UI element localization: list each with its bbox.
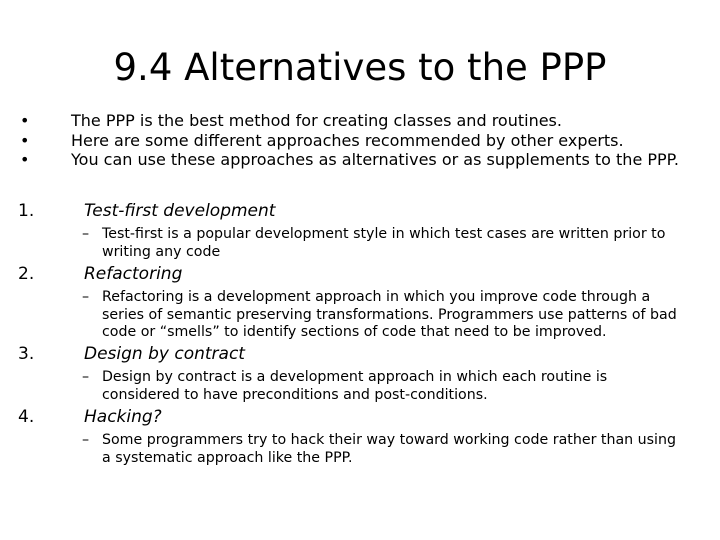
slide-title: 9.4 Alternatives to the PPP [113,46,607,89]
bullet-text: The PPP is the best method for creating classes and routines. [71,111,562,130]
item-description [82,432,682,467]
bullet-icon: • [20,150,30,169]
bullet-text: You can use these approaches as alternatives or as supplements to the PPP. [71,150,679,169]
dash-icon: – [82,226,90,242]
bullet-text: Here are some different approaches recommended by other experts. [71,130,624,150]
item-number: 4. [18,407,35,427]
bullet-item [20,150,680,170]
item-heading: Refactoring [84,264,183,284]
dash-icon: – [82,432,90,448]
bullet-icon: • [20,130,30,150]
item-description-text: Design by contract is a development approach in which each routine is considered to have preconditions and post-conditions. [102,369,608,403]
dash-icon: – [82,369,90,385]
bullet-item [20,131,680,151]
item-description [82,289,682,342]
item-number: 2. [18,264,35,284]
item-heading: Hacking? [84,407,162,427]
item-description-text: Test-first is a popular development style in which test cases are written prior to writing any code [102,226,666,260]
dash-icon: – [82,289,90,305]
bullet-icon: • [20,111,30,130]
item-description-text: Some programmers try to hack their way toward working code rather than using a systematic approach like the PPP. [102,432,676,466]
item-description [82,226,682,261]
item-description [82,369,682,404]
item-number: 1. [18,201,35,221]
bullet-list [20,111,680,170]
item-heading: Test-first development [84,201,276,221]
item-heading: Design by contract [84,344,245,364]
item-number: 3. [18,344,35,364]
item-description-text: Refactoring is a development approach in which you improve code through a series of semantic preserving transformations. Programmers use patterns of bad code or “smells” to identify sections of code that need to be improved. [102,289,677,340]
bullet-item [20,111,680,131]
